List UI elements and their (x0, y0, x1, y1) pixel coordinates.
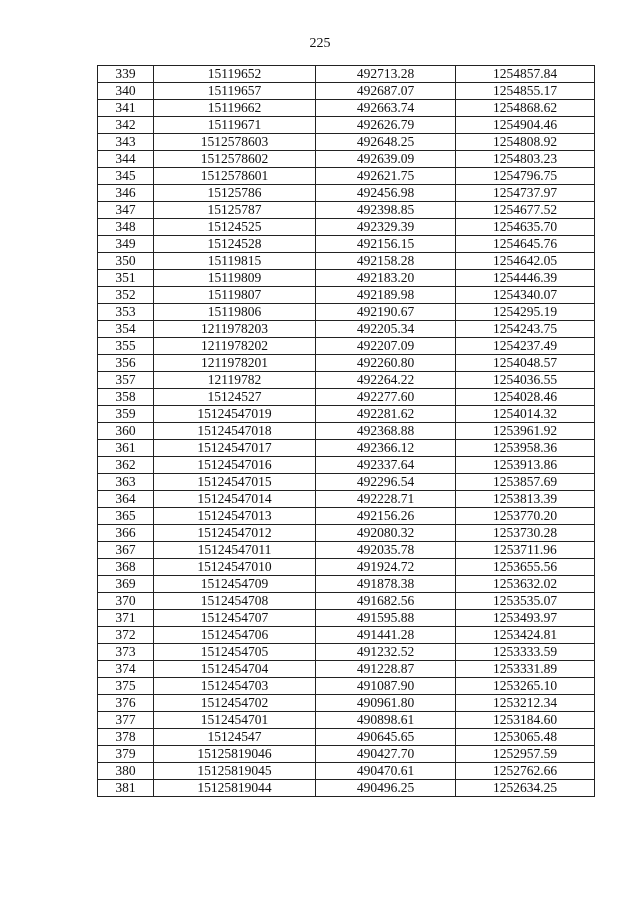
point-id-cell: 1512454708 (154, 593, 316, 610)
point-id-cell: 1211978203 (154, 321, 316, 338)
x-coordinate-cell: 492260.80 (316, 355, 456, 372)
y-coordinate-cell: 1254645.76 (456, 236, 595, 253)
table-row (98, 253, 595, 270)
table-row (98, 508, 595, 525)
table-row (98, 542, 595, 559)
point-number-cell: 370 (98, 593, 154, 610)
point-number-cell: 351 (98, 270, 154, 287)
table-row (98, 763, 595, 780)
point-number-cell: 379 (98, 746, 154, 763)
point-id-cell: 15125786 (154, 185, 316, 202)
point-id-cell: 1512578601 (154, 168, 316, 185)
point-number-cell: 360 (98, 423, 154, 440)
point-number-cell: 374 (98, 661, 154, 678)
y-coordinate-cell: 1254808.92 (456, 134, 595, 151)
table-row (98, 627, 595, 644)
point-number-cell: 377 (98, 712, 154, 729)
coordinates-table (97, 65, 595, 797)
table-row (98, 712, 595, 729)
point-id-cell: 1512454701 (154, 712, 316, 729)
point-number-cell: 366 (98, 525, 154, 542)
point-number-cell: 359 (98, 406, 154, 423)
table-row (98, 151, 595, 168)
y-coordinate-cell: 1253265.10 (456, 678, 595, 695)
x-coordinate-cell: 491087.90 (316, 678, 456, 695)
x-coordinate-cell: 492264.22 (316, 372, 456, 389)
point-id-cell: 15124547018 (154, 423, 316, 440)
x-coordinate-cell: 492337.64 (316, 457, 456, 474)
y-coordinate-cell: 1253913.86 (456, 457, 595, 474)
x-coordinate-cell: 491441.28 (316, 627, 456, 644)
x-coordinate-cell: 491682.56 (316, 593, 456, 610)
x-coordinate-cell: 490470.61 (316, 763, 456, 780)
x-coordinate-cell: 492228.71 (316, 491, 456, 508)
point-number-cell: 350 (98, 253, 154, 270)
table-row (98, 457, 595, 474)
table-row (98, 134, 595, 151)
x-coordinate-cell: 492398.85 (316, 202, 456, 219)
y-coordinate-cell: 1254237.49 (456, 338, 595, 355)
point-id-cell: 15125787 (154, 202, 316, 219)
x-coordinate-cell: 491924.72 (316, 559, 456, 576)
point-number-cell: 357 (98, 372, 154, 389)
y-coordinate-cell: 1254868.62 (456, 100, 595, 117)
x-coordinate-cell: 491878.38 (316, 576, 456, 593)
x-coordinate-cell: 492207.09 (316, 338, 456, 355)
y-coordinate-cell: 1253331.89 (456, 661, 595, 678)
y-coordinate-cell: 1253535.07 (456, 593, 595, 610)
point-number-cell: 367 (98, 542, 154, 559)
y-coordinate-cell: 1253065.48 (456, 729, 595, 746)
point-id-cell: 15124547017 (154, 440, 316, 457)
x-coordinate-cell: 491228.87 (316, 661, 456, 678)
table-row (98, 117, 595, 134)
table-row (98, 66, 595, 83)
table-row (98, 83, 595, 100)
table-row (98, 474, 595, 491)
y-coordinate-cell: 1253857.69 (456, 474, 595, 491)
x-coordinate-cell: 492639.09 (316, 151, 456, 168)
point-number-cell: 346 (98, 185, 154, 202)
point-number-cell: 371 (98, 610, 154, 627)
point-id-cell: 1211978202 (154, 338, 316, 355)
point-number-cell: 372 (98, 627, 154, 644)
y-coordinate-cell: 1254635.70 (456, 219, 595, 236)
y-coordinate-cell: 1253711.96 (456, 542, 595, 559)
table-row (98, 559, 595, 576)
x-coordinate-cell: 492626.79 (316, 117, 456, 134)
y-coordinate-cell: 1253813.39 (456, 491, 595, 508)
table-row (98, 423, 595, 440)
table-row (98, 270, 595, 287)
table-row (98, 729, 595, 746)
table-row (98, 100, 595, 117)
x-coordinate-cell: 492158.28 (316, 253, 456, 270)
point-number-cell: 347 (98, 202, 154, 219)
y-coordinate-cell: 1254295.19 (456, 304, 595, 321)
table-row (98, 746, 595, 763)
y-coordinate-cell: 1252762.66 (456, 763, 595, 780)
point-number-cell: 381 (98, 780, 154, 797)
table-row (98, 372, 595, 389)
x-coordinate-cell: 492296.54 (316, 474, 456, 491)
point-id-cell: 15119809 (154, 270, 316, 287)
point-number-cell: 363 (98, 474, 154, 491)
x-coordinate-cell: 492189.98 (316, 287, 456, 304)
table-row (98, 202, 595, 219)
point-id-cell: 1512454704 (154, 661, 316, 678)
y-coordinate-cell: 1254677.52 (456, 202, 595, 219)
point-number-cell: 368 (98, 559, 154, 576)
point-number-cell: 348 (98, 219, 154, 236)
x-coordinate-cell: 492368.88 (316, 423, 456, 440)
x-coordinate-cell: 492366.12 (316, 440, 456, 457)
x-coordinate-cell: 492277.60 (316, 389, 456, 406)
x-coordinate-cell: 492156.15 (316, 236, 456, 253)
y-coordinate-cell: 1252957.59 (456, 746, 595, 763)
x-coordinate-cell: 492080.32 (316, 525, 456, 542)
table-row (98, 525, 595, 542)
point-number-cell: 341 (98, 100, 154, 117)
point-id-cell: 15124528 (154, 236, 316, 253)
table-row (98, 406, 595, 423)
table-row (98, 780, 595, 797)
point-number-cell: 365 (98, 508, 154, 525)
y-coordinate-cell: 1253958.36 (456, 440, 595, 457)
y-coordinate-cell: 1253184.60 (456, 712, 595, 729)
x-coordinate-cell: 490427.70 (316, 746, 456, 763)
table-row (98, 389, 595, 406)
point-number-cell: 375 (98, 678, 154, 695)
point-id-cell: 15124547019 (154, 406, 316, 423)
x-coordinate-cell: 492713.28 (316, 66, 456, 83)
point-id-cell: 15124547014 (154, 491, 316, 508)
point-id-cell: 15124525 (154, 219, 316, 236)
x-coordinate-cell: 491232.52 (316, 644, 456, 661)
y-coordinate-cell: 1253632.02 (456, 576, 595, 593)
y-coordinate-cell: 1254737.97 (456, 185, 595, 202)
point-id-cell: 15124527 (154, 389, 316, 406)
point-number-cell: 361 (98, 440, 154, 457)
x-coordinate-cell: 490961.80 (316, 695, 456, 712)
point-id-cell: 15124547016 (154, 457, 316, 474)
x-coordinate-cell: 490898.61 (316, 712, 456, 729)
x-coordinate-cell: 492205.34 (316, 321, 456, 338)
point-id-cell: 15124547010 (154, 559, 316, 576)
x-coordinate-cell: 492156.26 (316, 508, 456, 525)
y-coordinate-cell: 1253333.59 (456, 644, 595, 661)
table-row (98, 287, 595, 304)
point-id-cell: 15125819044 (154, 780, 316, 797)
point-id-cell: 15124547015 (154, 474, 316, 491)
y-coordinate-cell: 1254028.46 (456, 389, 595, 406)
point-number-cell: 356 (98, 355, 154, 372)
point-id-cell: 15124547012 (154, 525, 316, 542)
y-coordinate-cell: 1253961.92 (456, 423, 595, 440)
point-number-cell: 354 (98, 321, 154, 338)
x-coordinate-cell: 492035.78 (316, 542, 456, 559)
y-coordinate-cell: 1253655.56 (456, 559, 595, 576)
table-row (98, 185, 595, 202)
point-number-cell: 362 (98, 457, 154, 474)
x-coordinate-cell: 492281.62 (316, 406, 456, 423)
point-id-cell: 15119671 (154, 117, 316, 134)
y-coordinate-cell: 1254857.84 (456, 66, 595, 83)
point-number-cell: 340 (98, 83, 154, 100)
point-id-cell: 15124547013 (154, 508, 316, 525)
table-row (98, 168, 595, 185)
point-number-cell: 376 (98, 695, 154, 712)
table-row (98, 491, 595, 508)
point-number-cell: 343 (98, 134, 154, 151)
y-coordinate-cell: 1254642.05 (456, 253, 595, 270)
x-coordinate-cell: 492456.98 (316, 185, 456, 202)
point-number-cell: 364 (98, 491, 154, 508)
point-id-cell: 1512454702 (154, 695, 316, 712)
table-row (98, 576, 595, 593)
x-coordinate-cell: 492648.25 (316, 134, 456, 151)
y-coordinate-cell: 1253493.97 (456, 610, 595, 627)
y-coordinate-cell: 1254796.75 (456, 168, 595, 185)
point-number-cell: 353 (98, 304, 154, 321)
point-id-cell: 1211978201 (154, 355, 316, 372)
y-coordinate-cell: 1254036.55 (456, 372, 595, 389)
table-row (98, 695, 595, 712)
point-number-cell: 378 (98, 729, 154, 746)
table-row (98, 321, 595, 338)
y-coordinate-cell: 1254855.17 (456, 83, 595, 100)
table-row (98, 338, 595, 355)
point-id-cell: 15119806 (154, 304, 316, 321)
y-coordinate-cell: 1253424.81 (456, 627, 595, 644)
point-number-cell: 344 (98, 151, 154, 168)
x-coordinate-cell: 492621.75 (316, 168, 456, 185)
point-number-cell: 349 (98, 236, 154, 253)
y-coordinate-cell: 1254014.32 (456, 406, 595, 423)
point-number-cell: 369 (98, 576, 154, 593)
x-coordinate-cell: 492190.67 (316, 304, 456, 321)
y-coordinate-cell: 1254340.07 (456, 287, 595, 304)
point-id-cell: 15124547 (154, 729, 316, 746)
table-row (98, 593, 595, 610)
coordinates-table-body (98, 66, 595, 797)
point-id-cell: 15125819046 (154, 746, 316, 763)
table-row (98, 355, 595, 372)
x-coordinate-cell: 490496.25 (316, 780, 456, 797)
y-coordinate-cell: 1253770.20 (456, 508, 595, 525)
table-row (98, 678, 595, 695)
point-id-cell: 15119652 (154, 66, 316, 83)
table-row (98, 236, 595, 253)
point-id-cell: 15119807 (154, 287, 316, 304)
x-coordinate-cell: 492183.20 (316, 270, 456, 287)
point-id-cell: 15119662 (154, 100, 316, 117)
point-number-cell: 380 (98, 763, 154, 780)
x-coordinate-cell: 492663.74 (316, 100, 456, 117)
point-id-cell: 1512578603 (154, 134, 316, 151)
point-number-cell: 339 (98, 66, 154, 83)
point-id-cell: 15119657 (154, 83, 316, 100)
y-coordinate-cell: 1254904.46 (456, 117, 595, 134)
point-id-cell: 12119782 (154, 372, 316, 389)
y-coordinate-cell: 1254048.57 (456, 355, 595, 372)
point-id-cell: 1512454707 (154, 610, 316, 627)
x-coordinate-cell: 492687.07 (316, 83, 456, 100)
point-id-cell: 15125819045 (154, 763, 316, 780)
point-id-cell: 1512454709 (154, 576, 316, 593)
y-coordinate-cell: 1252634.25 (456, 780, 595, 797)
point-number-cell: 355 (98, 338, 154, 355)
x-coordinate-cell: 491595.88 (316, 610, 456, 627)
point-id-cell: 15119815 (154, 253, 316, 270)
y-coordinate-cell: 1254243.75 (456, 321, 595, 338)
y-coordinate-cell: 1254803.23 (456, 151, 595, 168)
point-id-cell: 15124547011 (154, 542, 316, 559)
page-number: 225 (309, 36, 331, 51)
y-coordinate-cell: 1254446.39 (456, 270, 595, 287)
table-row (98, 440, 595, 457)
point-id-cell: 1512578602 (154, 151, 316, 168)
y-coordinate-cell: 1253730.28 (456, 525, 595, 542)
point-id-cell: 1512454705 (154, 644, 316, 661)
x-coordinate-cell: 490645.65 (316, 729, 456, 746)
table-row (98, 219, 595, 236)
point-number-cell: 345 (98, 168, 154, 185)
point-number-cell: 373 (98, 644, 154, 661)
x-coordinate-cell: 492329.39 (316, 219, 456, 236)
table-row (98, 644, 595, 661)
point-id-cell: 1512454706 (154, 627, 316, 644)
y-coordinate-cell: 1253212.34 (456, 695, 595, 712)
point-number-cell: 358 (98, 389, 154, 406)
point-number-cell: 342 (98, 117, 154, 134)
point-number-cell: 352 (98, 287, 154, 304)
point-id-cell: 1512454703 (154, 678, 316, 695)
table-row (98, 610, 595, 627)
table-row (98, 661, 595, 678)
table-row (98, 304, 595, 321)
